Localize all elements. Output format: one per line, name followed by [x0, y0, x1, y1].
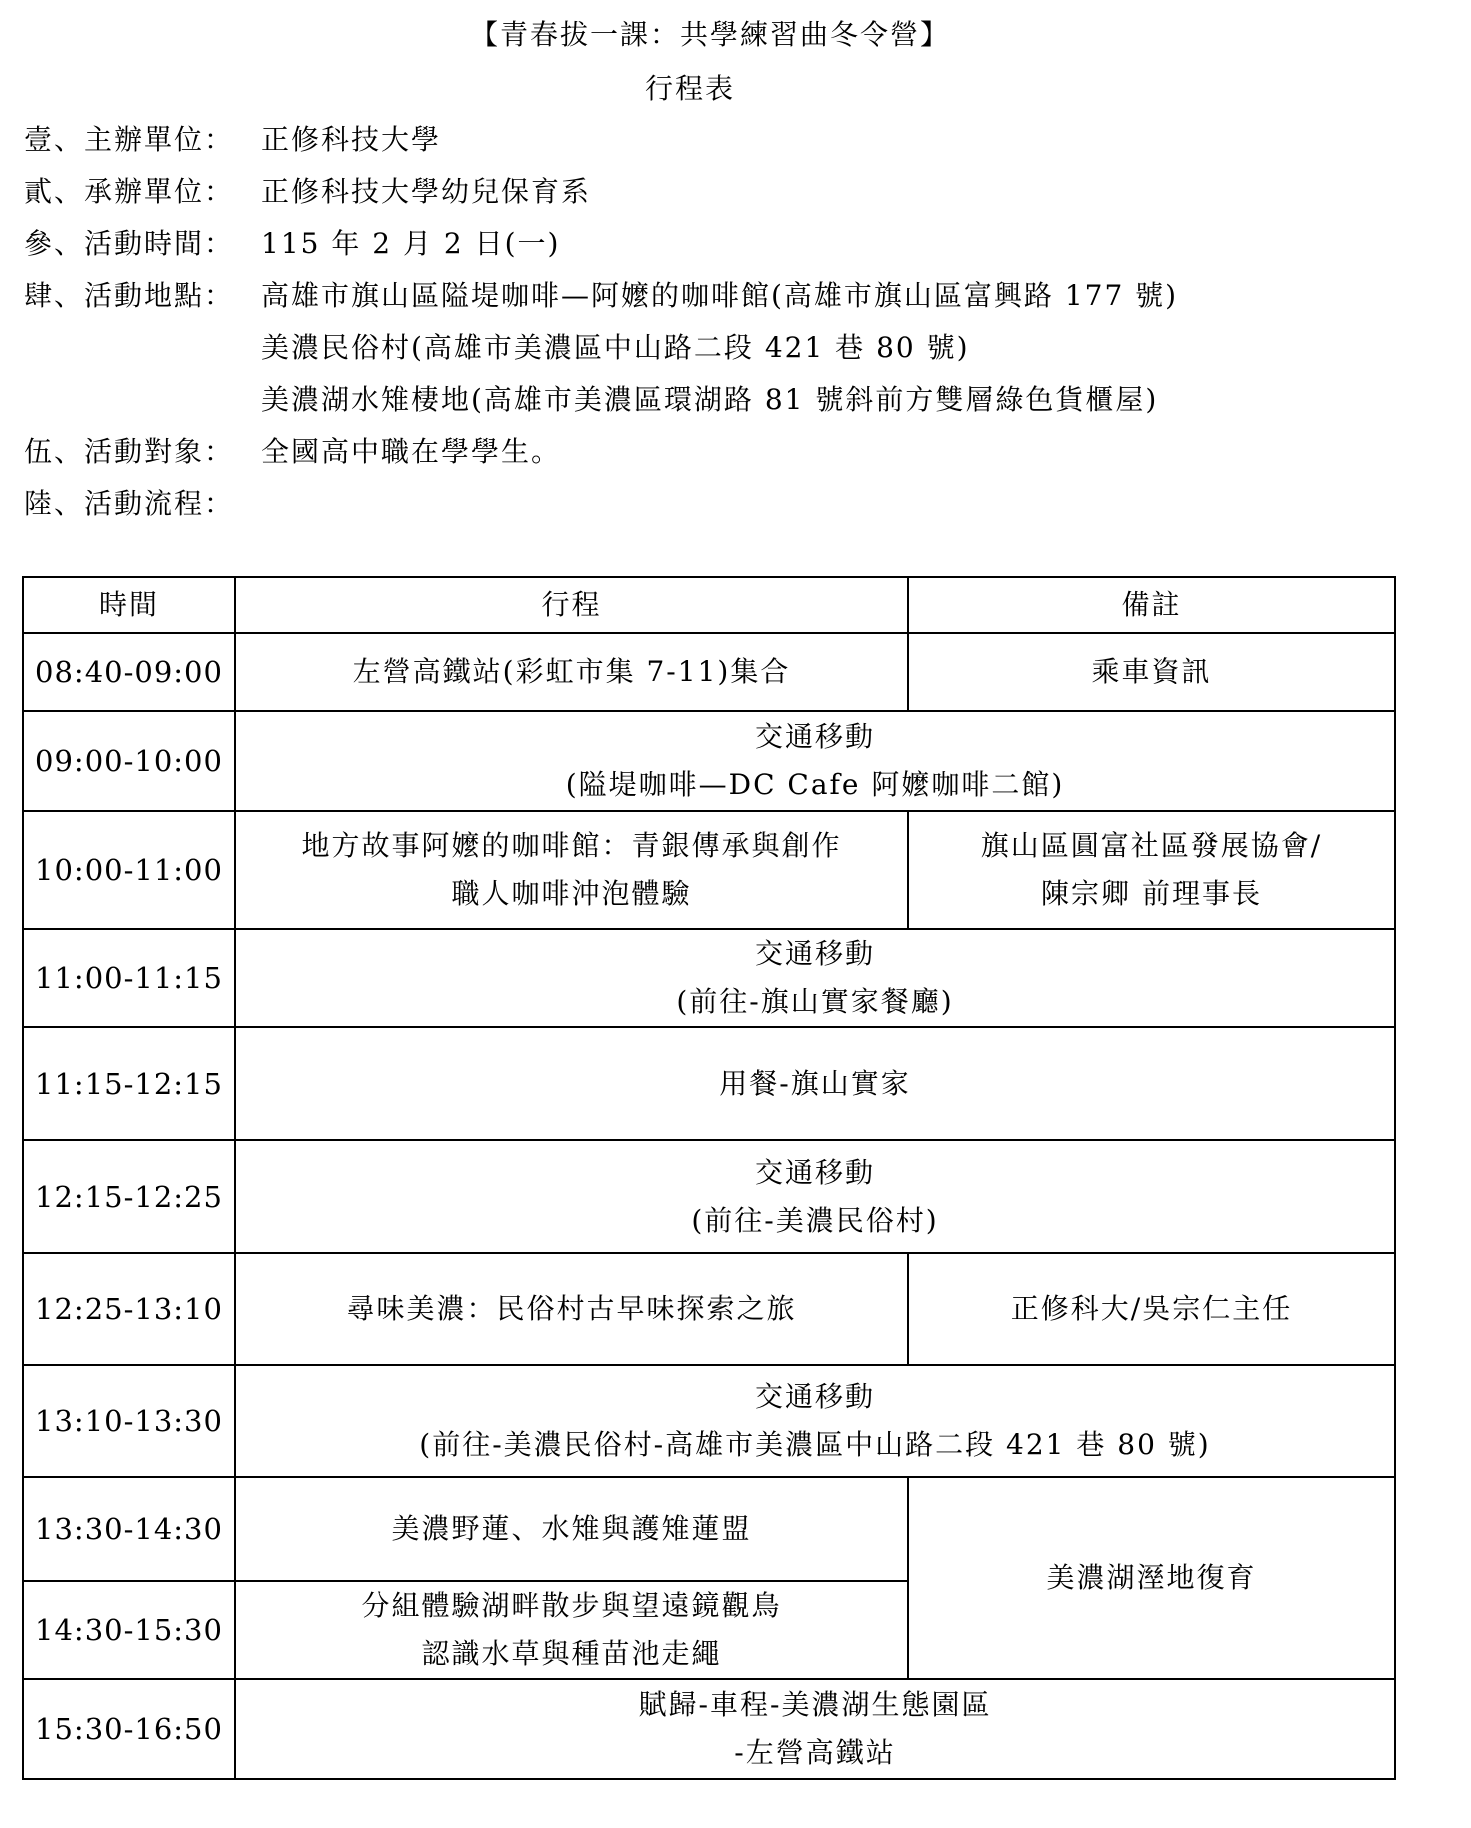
row-schedule: [235, 633, 908, 711]
info-label: 參、活動時間：: [24, 227, 235, 260]
row-time: 14:30-15:30: [23, 1581, 235, 1679]
schedule-line: 用餐-旗山實家: [719, 1066, 911, 1100]
row-note: [908, 1477, 1395, 1679]
row-schedule: [235, 1477, 908, 1581]
table-header-row: [23, 577, 1395, 633]
table-row: [23, 1253, 1395, 1365]
header-note: 備註: [908, 577, 1395, 633]
info-date: [24, 218, 1178, 270]
info-process: [24, 478, 1178, 530]
schedule-line: (前往-美濃民俗村-高雄市美濃區中山路二段 421 巷 80 號): [419, 1428, 1211, 1461]
schedule-line: (前往-美濃民俗村): [691, 1203, 939, 1237]
note-line: 陳宗卿 前理事長: [1041, 877, 1262, 910]
schedule-line: 交通移動: [754, 1380, 875, 1413]
row-schedule: [235, 1679, 1395, 1779]
header-schedule: 行程: [235, 577, 908, 633]
info-label: 伍、活動對象：: [24, 435, 235, 468]
schedule-line: 職人咖啡沖泡體驗: [451, 877, 692, 910]
table-row: [23, 711, 1395, 811]
table-row: [23, 1679, 1395, 1779]
table-row: [23, 633, 1395, 711]
schedule-line: 左營高鐵站(彩虹市集 7-11)集合: [352, 655, 791, 688]
info-location-3: [24, 374, 1178, 426]
row-schedule: [235, 1253, 908, 1365]
info-label: 貳、承辦單位：: [24, 175, 235, 208]
schedule-line: 地方故事阿嬤的咖啡館：青銀傳承與創作: [301, 829, 842, 862]
schedule-line: 交通移動: [754, 720, 875, 753]
schedule-line: -左營高鐵站: [734, 1736, 896, 1769]
row-time: 08:40-09:00: [23, 633, 235, 711]
info-label: 壹、主辦單位：: [24, 123, 235, 156]
table-row: [23, 1365, 1395, 1477]
info-value: 全國高中職在學學生。: [261, 435, 562, 468]
row-schedule: [235, 711, 1395, 811]
schedule-line: (隘堤咖啡—DC Cafe 阿嬤咖啡二館): [565, 768, 1065, 801]
row-time: 09:00-10:00: [23, 711, 235, 811]
schedule-line: 美濃野蓮、水雉與護雉蓮盟: [391, 1512, 752, 1545]
row-time: 11:00-11:15: [23, 929, 235, 1027]
schedule-line: 交通移動: [754, 937, 875, 970]
table-row: [23, 1140, 1395, 1253]
row-schedule: [235, 811, 908, 929]
row-time: 15:30-16:50: [23, 1679, 235, 1779]
table-row: [23, 811, 1395, 929]
row-schedule: [235, 1581, 908, 1679]
schedule-line: (前往-旗山實家餐廳): [676, 985, 954, 1018]
row-note: [908, 633, 1395, 711]
info-value: 正修科技大學: [261, 123, 442, 156]
schedule-line: 分組體驗湖畔散步與望遠鏡觀鳥: [361, 1589, 782, 1622]
schedule-line: 交通移動: [754, 1155, 875, 1189]
schedule-table: [22, 576, 1396, 1780]
info-coorganizer: [24, 166, 1178, 218]
row-time: 12:15-12:25: [23, 1140, 235, 1253]
row-schedule: [235, 1140, 1395, 1253]
schedule-line: 認識水草與種苗池走繩: [421, 1637, 722, 1670]
event-info: [24, 114, 1178, 530]
header-time: 時間: [23, 577, 235, 633]
info-value: 美濃民俗村(高雄市美濃區中山路二段 421 巷 80 號): [261, 331, 970, 364]
note-line: 正修科大/吳宗仁主任: [1010, 1292, 1293, 1325]
row-time: 13:30-14:30: [23, 1477, 235, 1581]
info-value: 115 年 2 月 2 日(一): [261, 227, 561, 260]
row-note: [908, 811, 1395, 929]
note-line: 旗山區圓富社區發展協會/: [980, 829, 1323, 862]
info-location: [24, 270, 1178, 322]
table-row: [23, 929, 1395, 1027]
info-value: 正修科技大學幼兒保育系: [261, 175, 592, 208]
info-audience: [24, 426, 1178, 478]
table-row: [23, 1477, 1395, 1581]
info-value: 高雄市旗山區隘堤咖啡—阿嬤的咖啡館(高雄市旗山區富興路 177 號): [261, 279, 1179, 312]
row-note: [908, 1253, 1395, 1365]
row-schedule: [235, 1365, 1395, 1477]
info-organizer: [24, 114, 1178, 166]
note-line: 乘車資訊: [1091, 655, 1212, 688]
row-time: 11:15-12:15: [23, 1027, 235, 1140]
schedule-line: 尋味美濃：民俗村古早味探索之旅: [346, 1292, 797, 1325]
note-line: 美濃湖溼地復育: [1046, 1561, 1257, 1594]
info-value: 美濃湖水雉棲地(高雄市美濃區環湖路 81 號斜前方雙層綠色貨櫃屋): [261, 383, 1159, 416]
document-title: 【青春拔一課：共學練習曲冬令營】: [469, 18, 950, 51]
row-time: 10:00-11:00: [23, 811, 235, 929]
schedule-line: 賦歸-車程-美濃湖生態園區: [638, 1688, 992, 1721]
info-label: 肆、活動地點：: [24, 279, 235, 312]
info-label: 陸、活動流程：: [24, 487, 235, 520]
document-subtitle: 行程表: [644, 72, 735, 105]
row-schedule: [235, 929, 1395, 1027]
row-time: 12:25-13:10: [23, 1253, 235, 1365]
table-row: [23, 1027, 1395, 1140]
row-time: 13:10-13:30: [23, 1365, 235, 1477]
row-schedule: [235, 1027, 1395, 1140]
info-location-2: [24, 322, 1178, 374]
